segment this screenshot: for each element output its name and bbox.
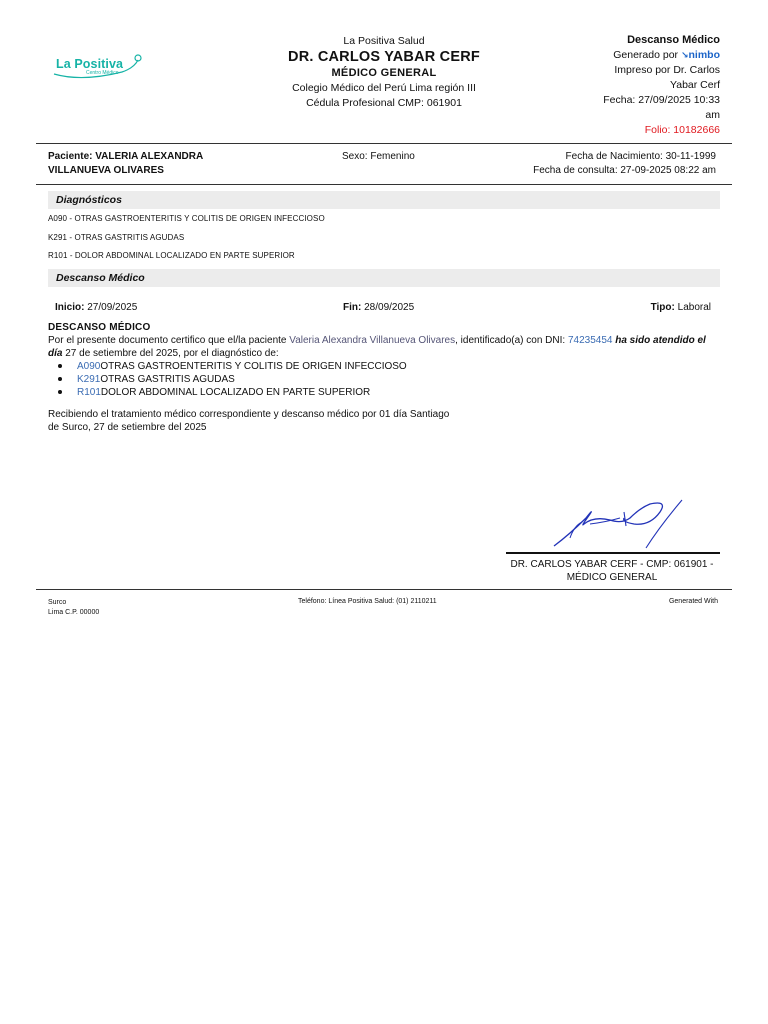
certificate-body [48,321,720,399]
doctor-specialty: MÉDICO GENERAL [331,67,437,79]
signature-caption-1: DR. CARLOS YABAR CERF - CMP: 061901 - [510,559,714,570]
handwritten-signature-icon [550,494,690,554]
descanso-header: Descanso Médico [48,269,720,287]
patient-divider [36,184,732,185]
end-date [343,302,414,313]
rest-type [651,302,711,313]
signature-line [506,552,720,554]
doctor-name: DR. CARLOS YABAR CERF [288,49,480,65]
generated-by-line [570,48,720,63]
professional-license: Cédula Profesional CMP: 061901 [306,97,462,109]
closing-line-1: Recibiendo el tratamiento médico correspondiente y descanso médico por 01 día Santiago [48,409,450,420]
footer-phone: Teléfono: Línea Positiva Salud: (01) 2110211 [298,598,437,605]
medical-college: Colegio Médico del Perú Lima región III [292,82,476,94]
certificate-paragraph [48,334,720,360]
certificate-heading: DESCANSO MÉDICO [48,322,151,333]
diagnosis-item: A090 - OTRAS GASTROENTERITIS Y COLITIS DE ORIGEN INFECCIOSO [48,214,325,223]
patient-dob: Fecha de Nacimiento: 30-11-1999 [565,151,716,162]
patient-name-line1: Paciente: VALERIA ALEXANDRA [48,151,204,162]
diagnosticos-header: Diagnósticos [48,191,720,209]
print-date-2: am [705,109,720,121]
list-item [53,373,720,386]
diagnosis-list [53,360,720,399]
end-label: Fin: [343,302,362,313]
footer-generated-with: Generated With [668,598,718,605]
paragraph-text: Por el presente documento certifico que el/la paciente [48,335,287,346]
diagnosis-item: R101 - DOLOR ABDOMINAL LOCALIZADO EN PARTE SUPERIOR [48,251,295,260]
diagnosis-code-link[interactable]: A090 [77,361,101,372]
patient-name-line2: VILLANUEVA OLIVARES [48,165,164,176]
generated-by-label: Generado por [613,49,679,61]
paragraph-italic: ha sido atendido el día [48,335,706,359]
clinic-logo [52,52,148,82]
doctor-header [230,34,538,111]
doctor-signature [550,494,690,554]
list-item [53,386,720,399]
logo-subtext: Centro Médico [86,70,119,76]
list-item [53,360,720,373]
paragraph-text: , identificado(a) con DNI: [455,335,566,346]
print-date-1: Fecha: 27/09/2025 10:33 [603,94,720,106]
signature-caption [500,558,724,584]
type-label: Tipo: [650,302,675,313]
patient-dates [533,150,716,178]
start-value: 27/09/2025 [87,302,138,313]
signature-caption-2: MÉDICO GENERAL [566,572,658,583]
patient-name-link: Valeria Alexandra Villanueva Olivares [289,335,456,346]
folio-number: Folio: 10182666 [644,124,720,136]
document-title: Descanso Médico [627,34,720,46]
patient-name [48,150,258,178]
printed-by-1: Impreso por Dr. Carlos [614,64,720,76]
closing-paragraph [48,408,518,434]
logo-text: La Positiva [56,57,124,71]
diagnosis-code-link[interactable]: R101 [77,387,101,398]
nimbo-logo-icon: ↘ [680,50,689,60]
footer-address [48,598,99,618]
diagnosis-desc: OTRAS GASTROENTERITIS Y COLITIS DE ORIGEN INFECCIOSO [100,361,407,372]
closing-line-2: de Surco, 27 de setiembre del 2025 [48,422,207,433]
consult-date: Fecha de consulta: 27-09-2025 08:22 am [533,165,716,176]
paragraph-text: 27 de setiembre del 2025, por el diagnóstico de: [65,348,279,359]
dni-value: 74235454 [567,335,613,346]
printed-by-2: Yabar Cerf [670,79,720,91]
diagnosis-desc: DOLOR ABDOMINAL LOCALIZADO EN PARTE SUPERIOR [100,387,371,398]
organization-name: La Positiva Salud [343,35,425,47]
start-label: Inicio: [55,302,85,313]
type-value: Laboral [677,302,711,313]
footer-city: Surco [48,599,67,606]
patient-sex: Sexo: Femenino [342,151,415,162]
footer-divider [36,589,732,590]
end-value: 28/09/2025 [364,302,415,313]
diagnosis-code-link[interactable]: K291 [77,374,101,385]
rest-dates [55,302,711,316]
start-date [55,302,137,313]
diagnosis-desc: OTRAS GASTRITIS AGUDAS [100,374,235,385]
diagnosis-item: K291 - OTRAS GASTRITIS AGUDAS [48,233,185,242]
nimbo-brand: nimbo [688,49,720,61]
patient-info [48,150,720,180]
footer-postal: Lima C.P. 00000 [48,609,100,616]
header-divider [36,143,732,144]
document-info [570,33,720,138]
